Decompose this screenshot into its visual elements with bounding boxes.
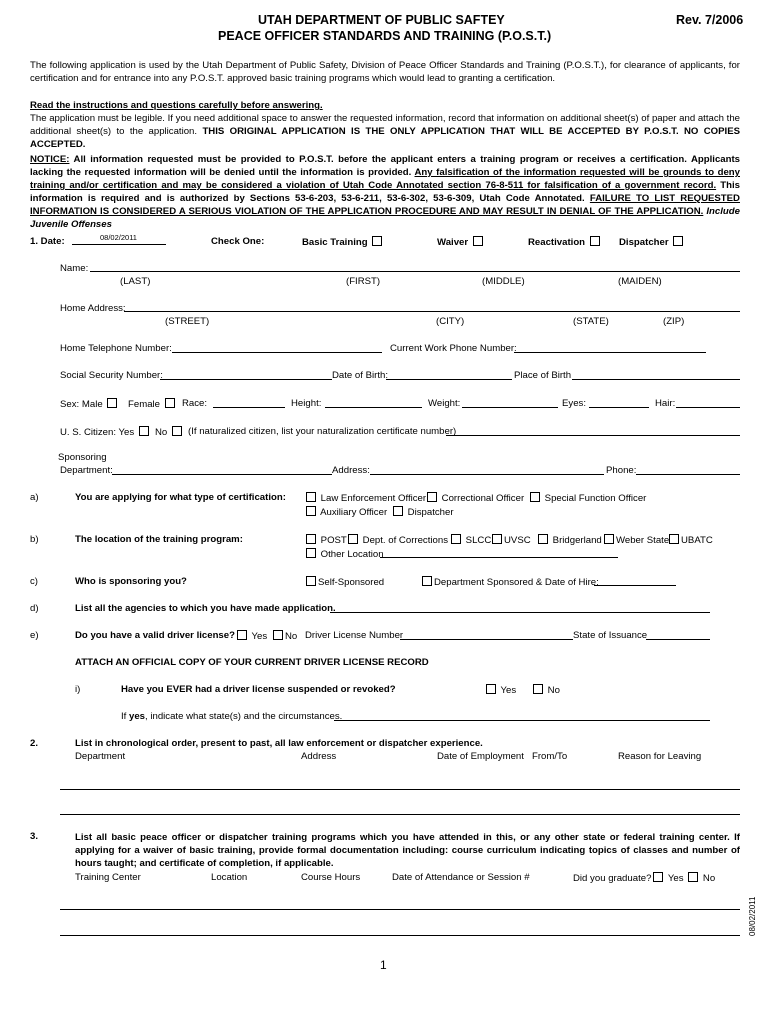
correctional-checkbox[interactable]: [427, 492, 437, 502]
naturalization-field[interactable]: [446, 435, 740, 436]
name-first: (FIRST): [346, 276, 381, 287]
self-sponsored-label: Self-Sponsored: [318, 577, 385, 588]
dispatcher-option[interactable]: [619, 236, 685, 248]
work-phone-field[interactable]: [514, 352, 706, 353]
waiver-checkbox[interactable]: [473, 236, 483, 246]
qi-letter: i): [75, 684, 81, 695]
sponsoring-address-field[interactable]: [370, 474, 604, 475]
weight-label: Weight:: [428, 398, 461, 409]
work-phone-label: Current Work Phone Number:: [390, 343, 517, 354]
other-location-checkbox[interactable]: [306, 548, 316, 558]
qe-letter: e): [30, 630, 39, 641]
notice-p5: Include Juvenile Offenses: [30, 206, 740, 230]
q2-col-date: Date of Employment: [437, 751, 524, 762]
qc-letter: c): [30, 576, 38, 587]
graduate-yes-checkbox[interactable]: [653, 872, 663, 882]
home-phone-label: Home Telephone Number:: [60, 343, 172, 354]
license-yes-option[interactable]: [235, 630, 267, 642]
post-checkbox[interactable]: [306, 534, 316, 544]
post-label: POST: [320, 535, 347, 546]
q3-col-date: Date of Attendance or Session #: [392, 872, 530, 883]
race-field[interactable]: [213, 407, 285, 408]
location-bridgerland[interactable]: [536, 534, 602, 546]
weber-label: Weber State: [616, 535, 670, 546]
qd-letter: d): [30, 603, 39, 614]
graduate-label: Did you graduate?: [573, 873, 652, 884]
license-no-option[interactable]: [271, 630, 297, 642]
eyes-field[interactable]: [589, 407, 649, 408]
reactivation-option[interactable]: [528, 236, 602, 248]
cert-law-enforcement[interactable]: [304, 492, 426, 504]
q3-question: List all basic peace officer or dispatcher training programs which you have attended in this, or any other state or federal training center. If applying for a waiver of basic training, provide formal documentation including: course curriculum indicating topics of classes and number of hours taught; and certificate of completion, if applicable.: [75, 832, 740, 869]
qi-if-bold: yes: [129, 711, 146, 722]
graduate-no-label: No: [702, 873, 716, 884]
suspended-yes-option[interactable]: [484, 684, 516, 696]
q3-col-graduate: [573, 872, 715, 884]
location-ubatc[interactable]: [667, 534, 713, 546]
qi-if-pre: If: [121, 711, 129, 722]
location-other[interactable]: [304, 548, 384, 560]
bridgerland-checkbox[interactable]: [538, 534, 548, 544]
sponsoring-address-label: Address:: [332, 465, 370, 476]
citizen-no-checkbox[interactable]: [172, 426, 182, 436]
form-subtitle: PEACE OFFICER STANDARDS AND TRAINING (P.O.S.T.): [218, 29, 552, 43]
side-date-stamp: 08/02/2011: [748, 896, 757, 936]
q2-number: 2.: [30, 738, 39, 749]
basic-training-label: Basic Training: [302, 237, 368, 248]
dept-sponsored-checkbox[interactable]: [422, 576, 432, 586]
qd-question: List all the agencies to which you have made application.: [75, 603, 336, 614]
correctional-label: Correctional Officer: [441, 493, 525, 504]
self-sponsored-option[interactable]: [304, 576, 384, 588]
ubatc-checkbox[interactable]: [669, 534, 679, 544]
q3-number: 3.: [30, 831, 39, 842]
intro-paragraph: The following application is used by the Utah Department of Public Safety, Division of Peace Officer Standards and Training (P.O.S.T.), for clearance of applicants, for certification and for entrance into any P.O.S.T. approved basic training programs which would lead to granting a certification.: [30, 60, 740, 84]
dispatcher-label: Dispatcher: [619, 237, 669, 248]
auxiliary-label: Auxiliary Officer: [320, 507, 388, 518]
name-last: (LAST): [120, 276, 151, 287]
license-no-label: No: [285, 631, 298, 642]
agencies-field[interactable]: [330, 612, 710, 613]
notice-paragraph: [30, 153, 740, 231]
qa-question: You are applying for what type of certification:: [75, 492, 286, 503]
q3-col-hours: Course Hours: [301, 872, 361, 883]
female-label: Female: [128, 399, 160, 410]
male-checkbox[interactable]: [107, 398, 117, 408]
experience-line-2[interactable]: [60, 814, 740, 815]
corrections-label: Dept. of Corrections: [362, 535, 448, 546]
ssn-label: Social Security Number:: [60, 370, 163, 381]
sponsoring-label-1: Sponsoring: [58, 452, 107, 463]
basic-training-checkbox[interactable]: [372, 236, 382, 246]
form-title: UTAH DEPARTMENT OF PUBLIC SAFTEY: [258, 13, 505, 27]
license-yes-label: Yes: [251, 631, 268, 642]
qi-if-post: , indicate what state(s) and the circumstances.: [145, 711, 343, 722]
weight-field[interactable]: [462, 407, 558, 408]
dept-sponsored-label: Department Sponsored & Date of Hire:: [434, 577, 599, 588]
hair-field[interactable]: [676, 407, 740, 408]
qi-question: Have you EVER had a driver license suspended or revoked?: [121, 684, 396, 695]
waiver-label: Waiver: [437, 237, 469, 248]
location-post[interactable]: [304, 534, 347, 546]
license-number-label: Driver License Number: [305, 630, 404, 641]
sponsoring-phone-label: Phone:: [606, 465, 637, 476]
training-line-1[interactable]: [60, 909, 740, 910]
home-phone-field[interactable]: [172, 352, 382, 353]
license-number-field[interactable]: [400, 639, 573, 640]
license-yes-checkbox[interactable]: [237, 630, 247, 640]
state-issuance-label: State of Issuance: [573, 630, 648, 641]
suspended-yes-label: Yes: [500, 685, 517, 696]
instructions: [30, 99, 740, 151]
sex-male-label: Sex: Male: [60, 399, 103, 410]
special-function-label: Special Function Officer: [544, 493, 647, 504]
pob-field[interactable]: [572, 379, 740, 380]
citizen-yes-checkbox[interactable]: [139, 426, 149, 436]
notice-p3: This information is required and is authorized by Sections 53-6-203, 53-6-211, 53-6-302, 53-6-309, Utah Code Annotated.: [30, 180, 740, 204]
home-address-label: Home Address:: [60, 303, 126, 314]
waiver-option[interactable]: [437, 236, 485, 248]
dob-label: Date of Birth:: [332, 370, 388, 381]
uvsc-label: UVSC: [504, 535, 531, 546]
cert-dispatcher-label: Dispatcher: [407, 507, 454, 518]
address-city: (CITY): [436, 316, 465, 327]
other-location-field[interactable]: [380, 557, 618, 558]
revision-label: Rev. 7/2006: [676, 13, 744, 27]
notice-p2: Any falsification of the information requested will be grounds to deny training and/or certification and may be considered a violation of Utah Code Annotated section 76-8-511 for falsification of a government record.: [30, 167, 740, 191]
location-weber[interactable]: [602, 534, 669, 546]
dispatcher-checkbox[interactable]: [673, 236, 683, 246]
q2-col-fromto: From/To: [532, 751, 568, 762]
training-line-2[interactable]: [60, 935, 740, 936]
name-maiden: (MAIDEN): [618, 276, 662, 287]
qi-if-yes: [121, 711, 342, 722]
citizen-yes-label: U. S. Citizen: Yes: [60, 427, 135, 438]
name-label: Name:: [60, 263, 89, 274]
instructions-text: The application must be legible. If you need additional space to answer the requested information, record that information on additional sheet(s) of paper and attach the additional sheet(s) to the application.: [30, 113, 740, 137]
qb-letter: b): [30, 534, 39, 545]
location-uvsc[interactable]: [490, 534, 531, 546]
location-slcc[interactable]: [449, 534, 491, 546]
self-sponsored-checkbox[interactable]: [306, 576, 316, 586]
home-address-field[interactable]: [124, 311, 740, 312]
instructions-bold: THIS ORIGINAL APPLICATION IS THE ONLY APPLICATION THAT WILL BE ACCEPTED BY P.O.S.T. NO COPIES ACCEPTED.: [30, 126, 741, 150]
sex-female-option[interactable]: [128, 398, 177, 410]
basic-training-option[interactable]: [302, 236, 384, 248]
experience-line-1[interactable]: [60, 789, 740, 790]
suspension-details-field[interactable]: [334, 720, 710, 721]
suspended-yes-checkbox[interactable]: [486, 684, 496, 694]
citizen-no-label: No: [155, 427, 168, 438]
dob-field[interactable]: [386, 379, 512, 380]
date-label: 1. Date:: [30, 236, 65, 247]
address-zip: (ZIP): [663, 316, 685, 327]
height-field[interactable]: [325, 407, 422, 408]
sponsoring-phone-field[interactable]: [636, 474, 740, 475]
name-field[interactable]: [90, 271, 740, 272]
weber-checkbox[interactable]: [604, 534, 614, 544]
cert-special-function[interactable]: [528, 492, 646, 504]
citizen-no-option[interactable]: [155, 426, 184, 438]
other-location-label: Other Location: [320, 549, 384, 560]
ssn-field[interactable]: [160, 379, 332, 380]
location-corrections[interactable]: [346, 534, 448, 546]
law-enforcement-checkbox[interactable]: [306, 492, 316, 502]
slcc-checkbox[interactable]: [451, 534, 461, 544]
auxiliary-checkbox[interactable]: [306, 506, 316, 516]
cert-dispatcher[interactable]: [391, 506, 454, 518]
special-function-checkbox[interactable]: [530, 492, 540, 502]
sex-male-option[interactable]: [60, 398, 119, 410]
reactivation-label: Reactivation: [528, 237, 586, 248]
suspended-no-checkbox[interactable]: [533, 684, 543, 694]
corrections-checkbox[interactable]: [348, 534, 358, 544]
sponsoring-label-2: Department:: [60, 465, 113, 476]
hair-label: Hair:: [655, 398, 676, 409]
q3-col-center: Training Center: [75, 872, 141, 883]
attach-notice: ATTACH AN OFFICIAL COPY OF YOUR CURRENT DRIVER LICENSE RECORD: [75, 657, 429, 668]
cert-dispatcher-checkbox[interactable]: [393, 506, 403, 516]
slcc-label: SLCC: [465, 535, 492, 546]
dept-sponsored-option[interactable]: [420, 576, 599, 588]
state-issuance-field[interactable]: [646, 639, 710, 640]
cert-correctional[interactable]: [425, 492, 524, 504]
date-value[interactable]: 08/02/2011: [100, 233, 137, 242]
uvsc-checkbox[interactable]: [492, 534, 502, 544]
graduate-no-checkbox[interactable]: [688, 872, 698, 882]
date-line: [72, 244, 166, 245]
license-no-checkbox[interactable]: [273, 630, 283, 640]
q2-col-reason: Reason for Leaving: [618, 751, 702, 762]
notice-p1: All information requested must be provided to P.O.S.T. before the applicant enters a training program or receives a certification. Applicants lacking the requested information will be denied until the information is provided.: [30, 154, 741, 178]
law-enforcement-label: Law Enforcement Officer: [320, 493, 427, 504]
race-label: Race:: [182, 398, 208, 409]
q3-col-location: Location: [211, 872, 248, 883]
sponsoring-department-field[interactable]: [112, 474, 332, 475]
instructions-heading: Read the instructions and questions carefully before answering.: [30, 100, 323, 111]
qb-question: The location of the training program:: [75, 534, 243, 545]
page-number: 1: [380, 958, 387, 972]
female-checkbox[interactable]: [165, 398, 175, 408]
qa-letter: a): [30, 492, 39, 503]
height-label: Height:: [291, 398, 322, 409]
suspended-no-option[interactable]: [531, 684, 560, 696]
pob-label: Place of Birth: [514, 370, 572, 381]
citizen-yes-option[interactable]: [60, 426, 151, 438]
notice-p4: FAILURE TO LIST REQUESTED INFORMATION IS CONSIDERED A SERIOUS VIOLATION OF THE APPLICATION PROCEDURE AND MAY RESULT IN DENIAL OF THE APPLICATION.: [30, 193, 740, 217]
q2-col-department: Department: [75, 751, 126, 762]
eyes-label: Eyes:: [562, 398, 586, 409]
q2-col-address: Address: [301, 751, 337, 762]
name-middle: (MIDDLE): [482, 276, 525, 287]
ubatc-label: UBATC: [681, 535, 713, 546]
check-one-label: Check One:: [211, 236, 265, 247]
graduate-yes-label: Yes: [667, 873, 684, 884]
date-of-hire-field[interactable]: [594, 585, 676, 586]
naturalization-note: (If naturalized citizen, list your naturalization certificate number): [188, 426, 457, 437]
cert-auxiliary[interactable]: [304, 506, 387, 518]
qc-question: Who is sponsoring you?: [75, 576, 187, 587]
reactivation-checkbox[interactable]: [590, 236, 600, 246]
address-state: (STATE): [573, 316, 609, 327]
bridgerland-label: Bridgerland: [552, 535, 602, 546]
qe-question: Do you have a valid driver license?: [75, 630, 235, 641]
q2-question: List in chronological order, present to past, all law enforcement or dispatcher experience.: [75, 738, 483, 749]
address-street: (STREET): [165, 316, 210, 327]
notice-label: NOTICE:: [30, 154, 70, 165]
suspended-no-label: No: [547, 685, 560, 696]
